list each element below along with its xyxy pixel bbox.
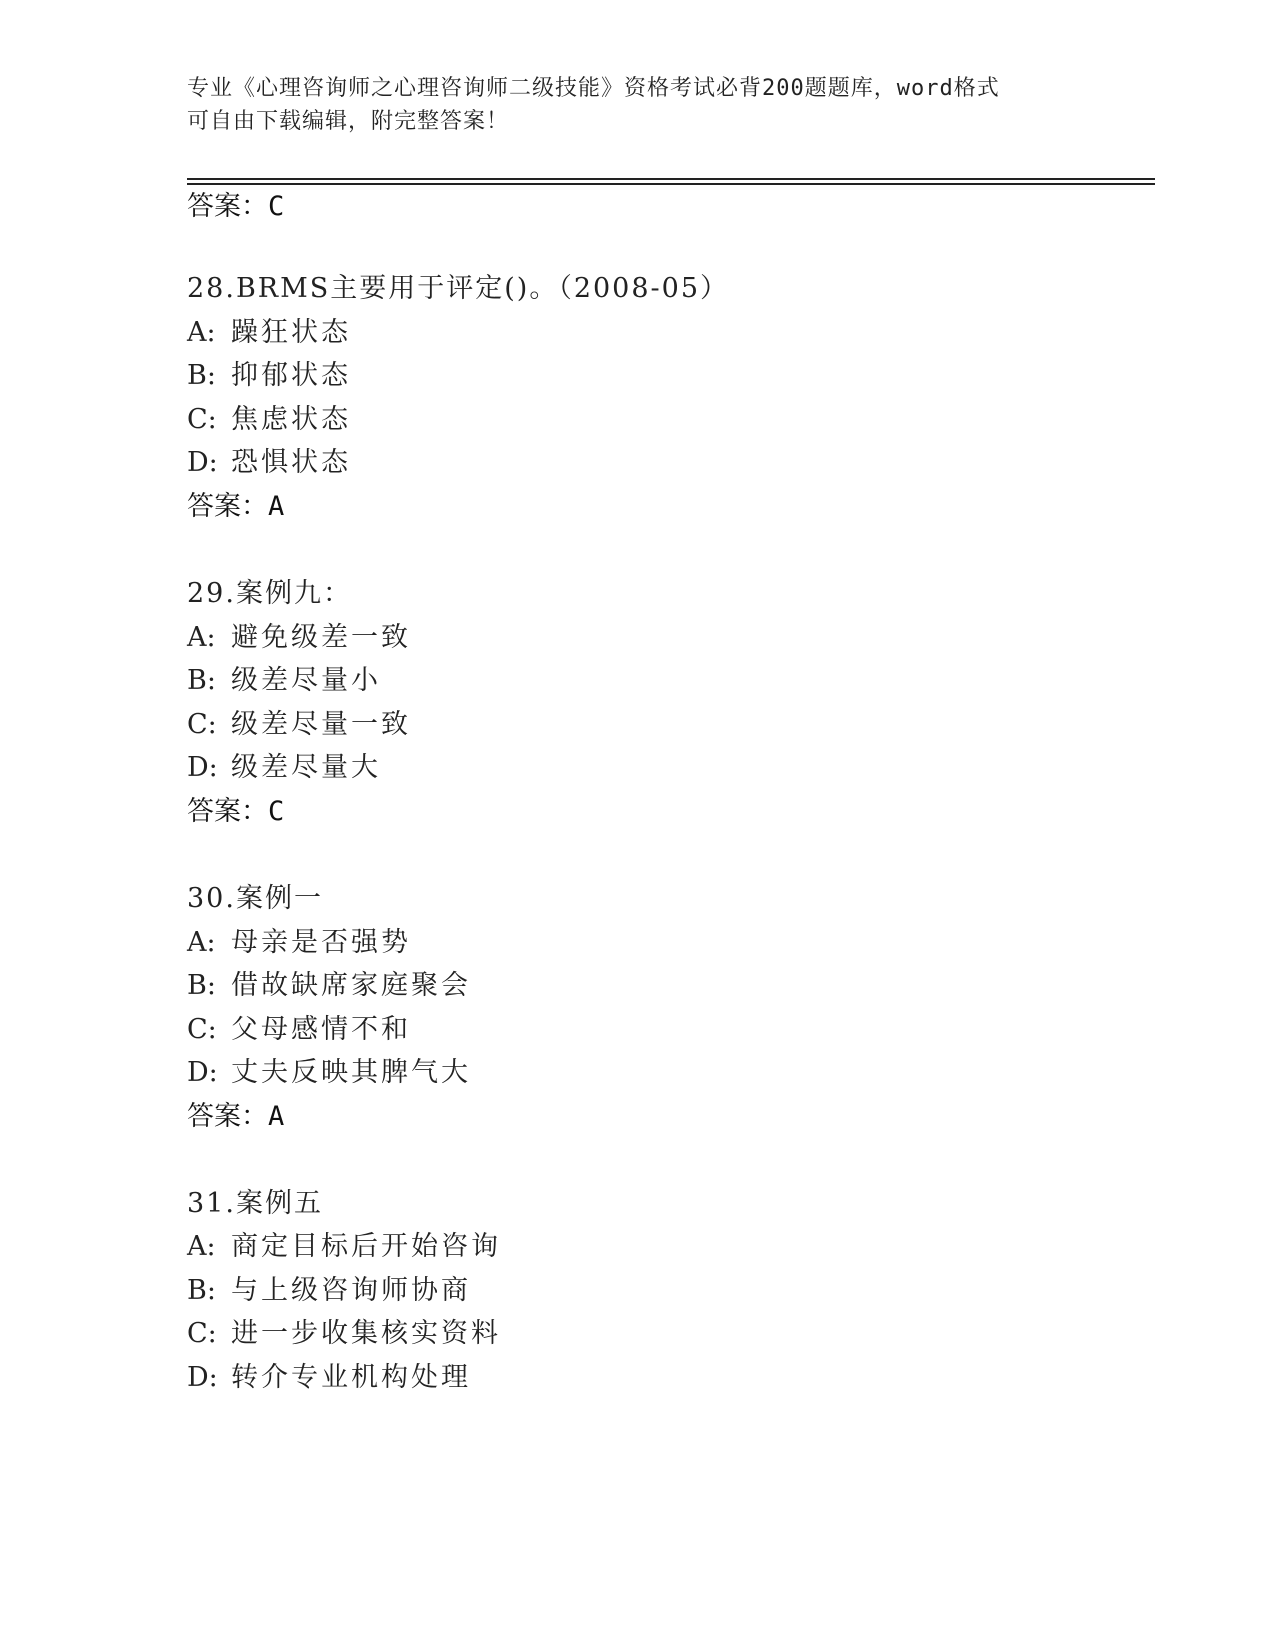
option-text: 级差尽量一致 xyxy=(231,709,411,740)
option-text: 级差尽量大 xyxy=(231,752,381,783)
question-31-title: 31.案例五 xyxy=(187,1188,323,1219)
question-28-option-d xyxy=(187,445,351,481)
question-28-answer: 答案：A xyxy=(187,491,285,522)
question-28-option-c xyxy=(187,402,351,438)
option-key: C: xyxy=(187,1318,217,1349)
option-text: 母亲是否强势 xyxy=(231,927,411,958)
option-key: D: xyxy=(187,752,218,783)
question-30-title: 30.案例一 xyxy=(187,883,323,914)
option-text: 进一步收集核实资料 xyxy=(231,1318,501,1349)
option-text: 焦虑状态 xyxy=(231,404,351,435)
option-text: 躁狂状态 xyxy=(231,317,351,348)
option-key: D: xyxy=(187,447,218,478)
previous-answer: 答案：C xyxy=(187,191,285,222)
option-key: B: xyxy=(187,665,216,696)
question-31-option-c xyxy=(187,1316,501,1352)
option-key: B: xyxy=(187,360,216,391)
header-line-1: 专业《心理咨询师之心理咨询师二级技能》资格考试必背200题题库，word格式 xyxy=(187,76,1000,101)
option-text: 商定目标后开始咨询 xyxy=(231,1231,501,1262)
question-30-answer: 答案：A xyxy=(187,1101,285,1132)
question-30-option-d xyxy=(187,1055,471,1091)
header-divider-bottom xyxy=(187,183,1155,185)
question-29-option-c xyxy=(187,707,411,743)
option-key: C: xyxy=(187,709,217,740)
question-28-option-a xyxy=(187,315,351,351)
question-28-title: 28.BRMS主要用于评定()。（2008-05） xyxy=(187,273,730,304)
option-key: A: xyxy=(187,927,216,958)
option-text: 父母感情不和 xyxy=(231,1014,411,1045)
question-30-option-c xyxy=(187,1012,411,1048)
question-29-answer: 答案：C xyxy=(187,796,285,827)
header-line-2: 可自由下载编辑，附完整答案！ xyxy=(187,109,510,134)
option-text: 借故缺席家庭聚会 xyxy=(231,970,471,1001)
option-key: D: xyxy=(187,1057,218,1088)
question-29-option-d xyxy=(187,750,381,786)
question-29-option-b xyxy=(187,663,381,699)
option-text: 转介专业机构处理 xyxy=(231,1362,471,1393)
header-divider-top xyxy=(187,178,1155,180)
option-text: 丈夫反映其脾气大 xyxy=(231,1057,471,1088)
option-key: C: xyxy=(187,1014,217,1045)
option-key: A: xyxy=(187,1231,216,1262)
question-28-option-b xyxy=(187,358,351,394)
question-31-option-a xyxy=(187,1229,501,1265)
question-29-title: 29.案例九： xyxy=(187,578,352,609)
option-key: A: xyxy=(187,317,216,348)
question-30-option-a xyxy=(187,925,411,961)
question-31-option-d xyxy=(187,1360,471,1396)
option-text: 恐惧状态 xyxy=(231,447,351,478)
option-key: C: xyxy=(187,404,217,435)
document-header xyxy=(187,72,1087,138)
option-key: D: xyxy=(187,1362,218,1393)
option-key: B: xyxy=(187,1275,216,1306)
option-key: B: xyxy=(187,970,216,1001)
question-29-option-a xyxy=(187,620,411,656)
option-key: A: xyxy=(187,622,216,653)
option-text: 抑郁状态 xyxy=(231,360,351,391)
question-31-option-b xyxy=(187,1273,471,1309)
option-text: 避免级差一致 xyxy=(231,622,411,653)
option-text: 与上级咨询师协商 xyxy=(231,1275,471,1306)
question-30-option-b xyxy=(187,968,471,1004)
option-text: 级差尽量小 xyxy=(231,665,381,696)
